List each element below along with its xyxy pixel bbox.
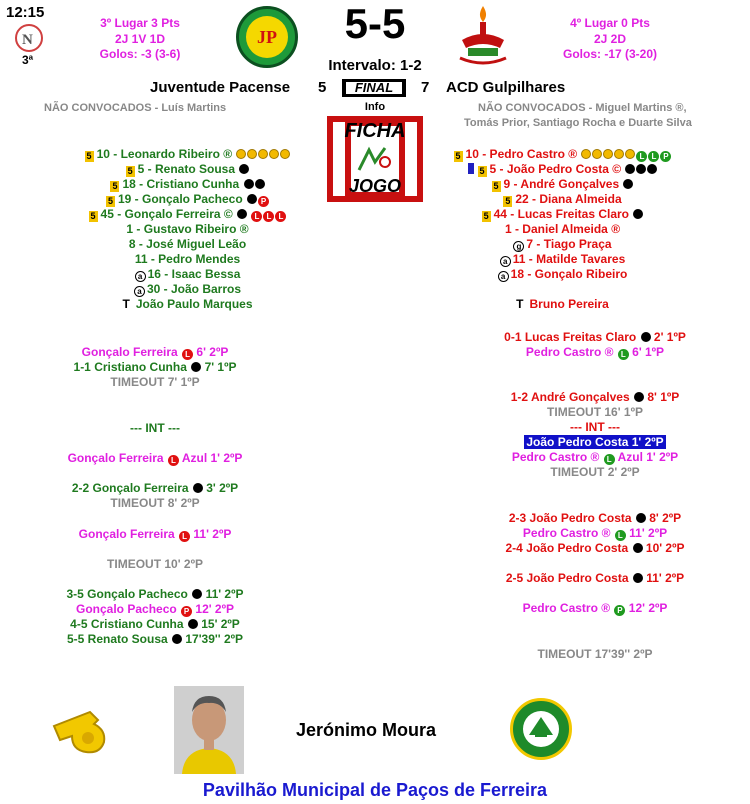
- event-home: 4-5 Cristiano Cunha 15' 2ºP: [70, 617, 240, 631]
- player-row[interactable]: 5 22 - Diana Almeida: [505, 192, 622, 206]
- referee-photo: [174, 686, 244, 774]
- player-row[interactable]: 5 18 - Cristiano Cunha: [0, 177, 375, 192]
- player-row[interactable]: 11 - Pedro Mendes: [134, 252, 241, 266]
- player-row[interactable]: 5 10 - Leonardo Ribeiro ®: [0, 147, 375, 162]
- away-goal-diff: Golos: -17 (3-20): [562, 47, 658, 61]
- player-row[interactable]: 8 - José Miguel Leão: [128, 237, 247, 251]
- event-home: 2-2 Gonçalo Ferreira 3' 2ºP: [71, 481, 239, 495]
- event-home: 1-1 Cristiano Cunha 7' 1ºP: [73, 360, 237, 374]
- venue-title: Pavilhão Municipal de Paços de Ferreira: [202, 780, 548, 800]
- home-goal-diff: Golos: -3 (3-6): [99, 47, 181, 61]
- event-away: Pedro Castro ® L 6' 1ºP: [525, 345, 665, 359]
- match-sheet-line2: JOGO: [348, 176, 401, 196]
- halftime-score: Intervalo: 1-2: [328, 57, 422, 74]
- match-sheet-line1: FICHA: [344, 120, 406, 142]
- event-home: TIMEOUT 10' 2ºP: [107, 557, 203, 571]
- ball-icon: [239, 164, 249, 174]
- away-not-called-1: NÃO CONVOCADOS - Miguel Martins ®,: [478, 102, 687, 114]
- coach-row[interactable]: T João Paulo Marques: [122, 297, 253, 311]
- player-row[interactable]: a 16 - Isaac Bessa: [0, 267, 375, 282]
- player-row[interactable]: 5 5 - João Pedro Costa ©: [375, 162, 750, 177]
- spacer-row: [375, 282, 750, 297]
- referee-name: Jerónimo Moura: [296, 720, 437, 740]
- away-standing: 4º Lugar 0 Pts: [570, 16, 650, 30]
- player-row[interactable]: 5 45 - Gonçalo Ferreira © L L L: [0, 207, 375, 222]
- final-label: FINAL: [346, 82, 402, 94]
- svg-text:N: N: [22, 32, 33, 48]
- event-away: 1-2 André Gonçalves 8' 1ºP: [510, 390, 680, 404]
- home-record: 2J 1V 1D: [114, 32, 166, 46]
- event-away: TIMEOUT 17'39'' 2ºP: [537, 647, 653, 661]
- event-home: TIMEOUT 8' 2ºP: [110, 496, 200, 510]
- event-home: Gonçalo Ferreira L 6' 2ºP: [81, 345, 229, 359]
- event-away: 2-4 João Pedro Costa 10' 2ºP: [505, 541, 685, 555]
- player-row[interactable]: 5 44 - Lucas Freitas Claro: [375, 207, 750, 222]
- event-away: 2-5 João Pedro Costa 11' 2ºP: [505, 571, 685, 585]
- event-away: Pedro Castro ® P 12' 2ºP: [522, 601, 668, 615]
- round-badge-icon: [15, 24, 43, 52]
- away-record: 2J 2D: [593, 32, 627, 46]
- player-row[interactable]: 5 10 - Pedro Castro ® L L P: [375, 147, 750, 162]
- event-home: --- INT ---: [130, 421, 180, 435]
- event-away: 2-3 João Pedro Costa 8' 2ºP: [508, 511, 682, 525]
- event-away: Pedro Castro ® L Azul 1' 2ºP: [511, 450, 679, 464]
- coach-row[interactable]: T Bruno Pereira: [516, 297, 609, 311]
- coach-icon: T: [122, 297, 130, 311]
- player-row[interactable]: g 7 - Tiago Praça: [375, 237, 750, 252]
- association-logo-icon: [510, 698, 572, 760]
- away-not-called-2: Tomás Prior, Santiago Rocha e Duarte Silva: [464, 117, 692, 129]
- event-away: --- INT ---: [570, 420, 620, 434]
- away-logo-icon: [456, 4, 510, 68]
- home-team-name[interactable]: Juventude Pacense: [150, 79, 291, 96]
- whistle-icon: [50, 706, 116, 756]
- event-away-highlight: João Pedro Costa 1' 2ºP: [526, 435, 664, 449]
- player-row[interactable]: 1 - Daniel Almeida ®: [504, 222, 621, 236]
- event-home: 5-5 Renato Sousa 17'39'' 2ºP: [66, 632, 244, 646]
- player-row[interactable]: 5 9 - André Gonçalves: [375, 177, 750, 192]
- coach-icon: T: [516, 297, 524, 311]
- round-label: 3ª: [22, 53, 34, 67]
- player-row[interactable]: a 18 - Gonçalo Ribeiro: [375, 267, 750, 282]
- home-logo-text: JP: [246, 16, 288, 58]
- home-logo-icon: [236, 6, 298, 68]
- event-away: Pedro Castro ® L 11' 2ºP: [522, 526, 668, 540]
- final-badge: [342, 79, 406, 97]
- home-not-called: NÃO CONVOCADOS - Luís Martins: [44, 102, 227, 114]
- player-row[interactable]: 1 - Gustavo Ribeiro ®: [126, 222, 249, 236]
- final-score: 5-5: [344, 0, 406, 47]
- away-team-name[interactable]: ACD Gulpilhares: [446, 79, 566, 96]
- player-row[interactable]: a 30 - João Barros: [0, 282, 375, 297]
- player-row[interactable]: 5 19 - Gonçalo Pacheco P: [0, 192, 375, 207]
- event-away: TIMEOUT 16' 1ºP: [547, 405, 643, 419]
- event-home: TIMEOUT 7' 1ºP: [110, 375, 200, 389]
- event-home: Gonçalo Pacheco P 12' 2ºP: [76, 602, 234, 616]
- player-row[interactable]: a 11 - Matilde Tavares: [375, 252, 750, 267]
- event-home: 3-5 Gonçalo Pacheco 11' 2ºP: [66, 587, 244, 601]
- clock: 12:15: [6, 4, 45, 21]
- event-away: TIMEOUT 2' 2ºP: [550, 465, 640, 479]
- home-team-goals: 5: [318, 79, 327, 96]
- info-link[interactable]: Info: [364, 101, 386, 113]
- event-home: Gonçalo Ferreira L Azul 1' 2ºP: [67, 451, 243, 465]
- away-team-goals: 7: [421, 79, 430, 96]
- home-standing: 3º Lugar 3 Pts: [100, 16, 180, 30]
- event-home: Gonçalo Ferreira L 11' 2ºP: [78, 527, 232, 541]
- player-row[interactable]: 5 5 - Renato Sousa: [0, 162, 375, 177]
- event-away: 0-1 Lucas Freitas Claro 2' 1ºP: [504, 330, 686, 344]
